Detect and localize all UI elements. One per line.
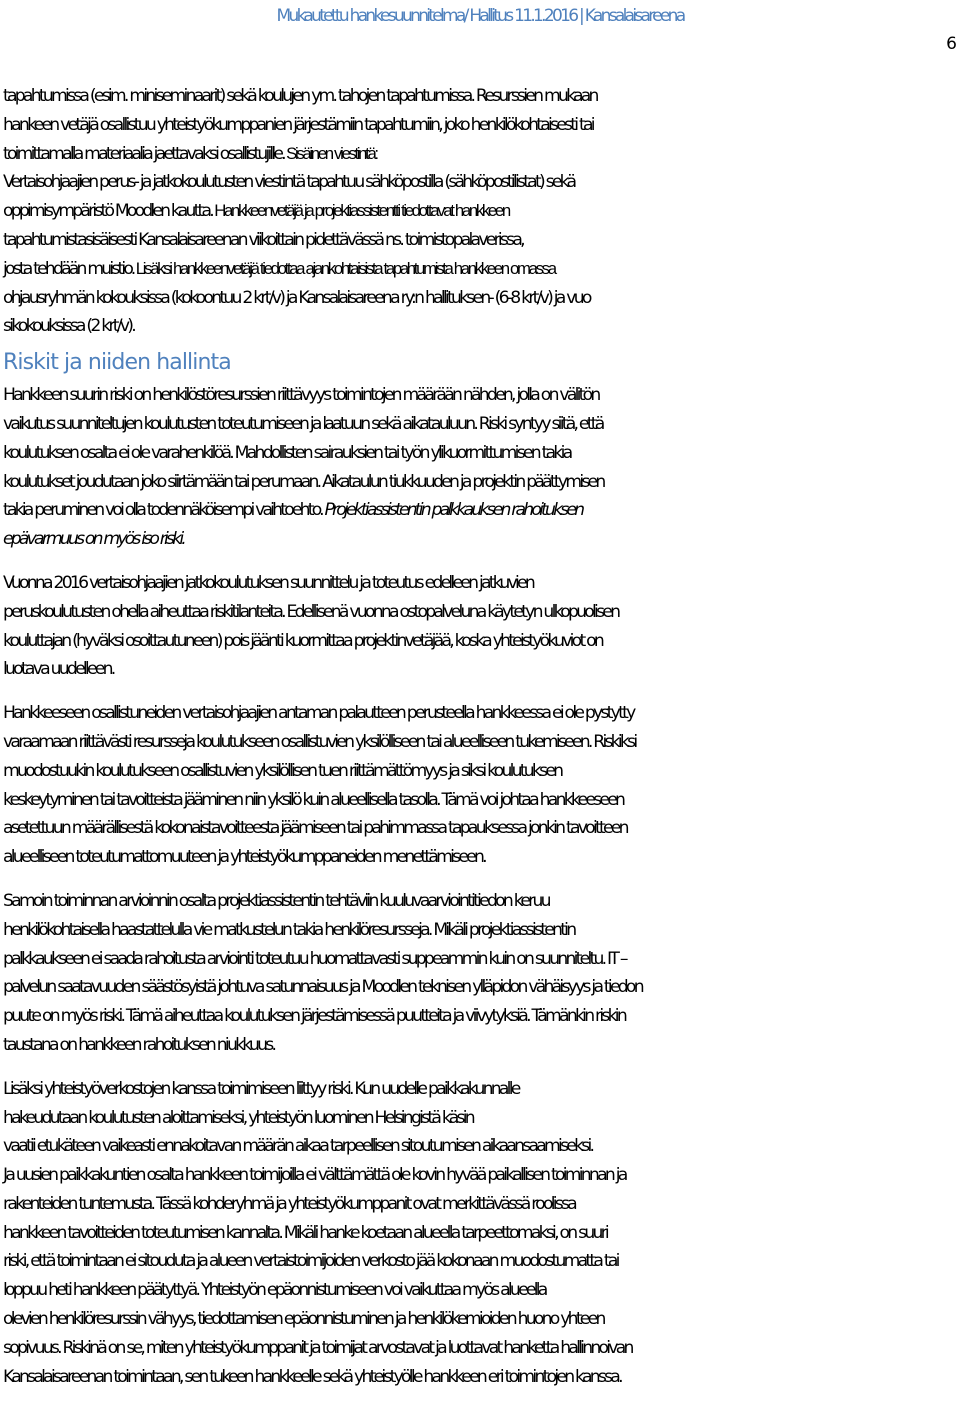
text-line: Hankkeeseen osallistuneiden vertaisohjaajien antaman palautteen perusteella hankkeessa ei ole pystytty <box>3 703 634 724</box>
text-line: tapahtumissa (esim. miniseminaarit) sekä koulujen ym. tahojen tapahtumissa. Resurssien mukaan <box>3 86 597 106</box>
text-segment: oppimisympäristö Moodlen kautta. <box>3 201 212 222</box>
paragraph-spacer <box>3 554 959 569</box>
italic-segment: epävarmuus on myös iso riski. <box>3 529 184 550</box>
section-heading: Riskit ja niiden hallinta <box>3 350 231 376</box>
text-line: Vuonna 2016 vertaisohjaajien jatkokoulutuksen suunnittelu ja toteutus edelleen jatkuvien <box>3 572 533 593</box>
text-line: ohjausryhmän kokouksissa (kokoontuu 2 krt/v) ja Kansalaisareena ry:n hallituksen- (6-8 krt/v) ja vuo <box>3 287 590 308</box>
text-line: luotava uudelleen. <box>3 659 114 680</box>
text-line: sopivuus. Riskinä on se, miten yhteistyökumppanit ja toimijat arvostavat ja luottavat hanketta hallinnoivan <box>3 1337 632 1358</box>
text-line <box>3 140 959 169</box>
text-line <box>3 197 959 226</box>
page-number: 6 <box>946 34 957 54</box>
text-line <box>3 255 959 284</box>
text-line: loppuu heti hankkeen päätyttyä. Yhteistyön epäonnistumiseen voi vaikuttaa myös alueella <box>3 1280 546 1301</box>
text-segment: toimittamalla materiaalia jaettavaksi osallistujille. <box>3 143 284 164</box>
paragraph-spacer <box>3 684 959 699</box>
text-line: Ja uusien paikkakuntien osalta hankkeen toimijoilla ei välttämättä ole kovin hyvää paikallisen toiminnan ja <box>3 1165 626 1186</box>
text-line <box>3 525 959 554</box>
paragraph-2016-training <box>3 569 959 684</box>
paragraph-networks <box>3 1075 959 1392</box>
text-line: peruskoulutusten ohella aiheuttaa riskitilanteita. Edellisenä vuonna ostopalveluna käytetyn ulkopuolisen <box>3 601 619 622</box>
text-line: asetettuun määrällisestä kokonaistavoitteesta jäämiseen tai pahimmassa tapauksessa jonkin tavoitteen <box>3 818 627 839</box>
paragraph-spacer <box>3 1060 959 1075</box>
text-line: puute on myös riski. Tämä aiheuttaa koulutuksen järjestämisessä puutteita ja viivytyksiä. Tämänkin riskin <box>3 1006 625 1027</box>
text-line: palvelun saatavuuden säästösyistä johtuva satunnaisuus ja Moodlen teknisen ylläpidon vähäisyys ja tiedon <box>3 977 642 998</box>
text-line: olevien henkilöresurssin vähyys, tiedottamisen epäonnistuminen ja henkilökemioiden huono yhteen <box>3 1309 604 1330</box>
text-line: koulutukset joudutaan joko siirtämään tai perumaan. Aikataulun tiukkuuden ja projektin päättymisen <box>3 471 604 492</box>
text-line: koulutuksen osalta ei ole varahenkilöä. Mahdollisten sairauksien tai työn ylikuormittumisen takia <box>3 442 571 463</box>
italic-segment: Projektiassistentin palkkauksen rahoituksen <box>324 500 583 521</box>
text-line: vaatii etukäteen vaikeasti ennakoitavan määrän aikaa tarpeellisen sitoutumisen aikaansaamiseksi. <box>3 1136 593 1157</box>
text-line: vaikutus suunniteltujen koulutusten toteutumiseen ja laatuun sekä aikatauluun. Riski syntyy siitä, että <box>3 413 603 434</box>
paragraph-spacer <box>3 872 959 887</box>
text-line: alueelliseen toteutumattomuuteen ja yhteistyökumppaneiden menettämiseen. <box>3 847 485 868</box>
running-header: Mukautettu hankesuunnitelma/ Hallitus 11.1.2016 | Kansalaisareena <box>276 6 684 26</box>
text-segment: Lisäksi hankkeenvetäjä tiedottaa ajankohtaisista tapahtumista hankkeen omassa <box>133 258 555 278</box>
text-line: varaamaan riittävästi resursseja koulutukseen osallistuvien yksilölliseen tai alueelliseen tukemiseen. Riskiksi <box>3 731 636 752</box>
text-line: Kansalaisareenan toimintaan, sen tukeen hankkeelle sekä yhteistyölle hankkeen eri toimintojen kanssa. <box>3 1366 621 1387</box>
text-line: Hankkeen suurin riski on henkilöstöresurssien riittävyys toimintojen määrään nähden, jolla on välitön <box>3 385 599 406</box>
text-line: Vertaisohjaajien perus- ja jatkokoulutusten viestintä tapahtuu sähköpostilla (sähköpostilistat) sekä <box>3 172 575 193</box>
text-line <box>3 496 959 525</box>
text-line: sikokouksissa (2 krt/v). <box>3 316 134 337</box>
text-line: Samoin toiminnan arvioinnin osalta projektiassistentin tehtäviin kuuluvaarviointitiedon keruu <box>3 890 549 911</box>
document-body <box>3 82 959 1391</box>
paragraph-main-risk <box>3 381 959 554</box>
text-line: riski, että toimintaan ei sitouduta ja alueen vertaistoimijoiden verkosto jää kokonaan muodostumatta tai <box>3 1251 618 1272</box>
text-line: tapahtumistasisäisesti Kansalaisareenan viikoittain pidettävässä ns. toimistopalaverissa, <box>3 229 523 250</box>
text-line: Lisäksi yhteistyöverkostojen kanssa toimimiseen liittyy riski. Kun uudelle paikkakunnalle <box>3 1078 519 1099</box>
text-segment: Hankkeenvetäjä ja projektiassistentti tiedottavat hankkeen <box>211 201 509 221</box>
text-line: hankeen vetäjä osallistuu yhteistyökumppanien järjestämiin tapahtumiin, joko henkilökohtaisesti tai <box>3 114 593 135</box>
text-segment: takia peruminen voi olla todennäköisempi vaihtoehto. <box>3 500 325 521</box>
text-line: keskeytyminen tai tavoitteista jääminen niin yksilö kuin alueellisella tasolla. Tämä voi johtaa hankkeeseen <box>3 789 624 810</box>
text-line: hankkeen tavoitteiden toteutumisen kannalta. Mikäli hanke koetaan alueella tarpeettomaksi, on suuri <box>3 1222 607 1243</box>
text-line: hakeudutaan koulutusten aloittamiseksi, yhteistyön luominen Helsingistä käsin <box>3 1107 473 1128</box>
text-segment: Sisäinen viestintä: <box>283 143 377 163</box>
text-line: taustana on hankkeen rahoituksen niukkuus. <box>3 1034 275 1055</box>
text-line: rakenteiden tuntemusta. Tässä kohderyhmä ja yhteistyökumppanit ovat merkittävässä roolissa <box>3 1193 575 1214</box>
paragraph-evaluation <box>3 887 959 1060</box>
paragraph-feedback <box>3 699 959 872</box>
paragraph-communication <box>3 82 959 341</box>
text-line: kouluttajan (hyväksi osoittautuneen) pois jäänti kuormittaa projektinvetäjää, koska yhteistyökuviot on <box>3 630 603 651</box>
text-line: palkkaukseen ei saada rahoitusta arviointi toteutuu huomattavasti suppeammin kuin on suunniteltu. IT – <box>3 948 626 969</box>
text-segment: josta tehdään muistio. <box>3 258 134 279</box>
text-line: muodostuukin koulutukseen osallistuvien yksilöllisen tuen riittämättömyys ja siksi koulutuksen <box>3 760 562 781</box>
text-line: henkilökohtaisella haastattelulla vie matkustelun takia henkilöresursseja. Mikäli projektiassistentin <box>3 919 575 940</box>
